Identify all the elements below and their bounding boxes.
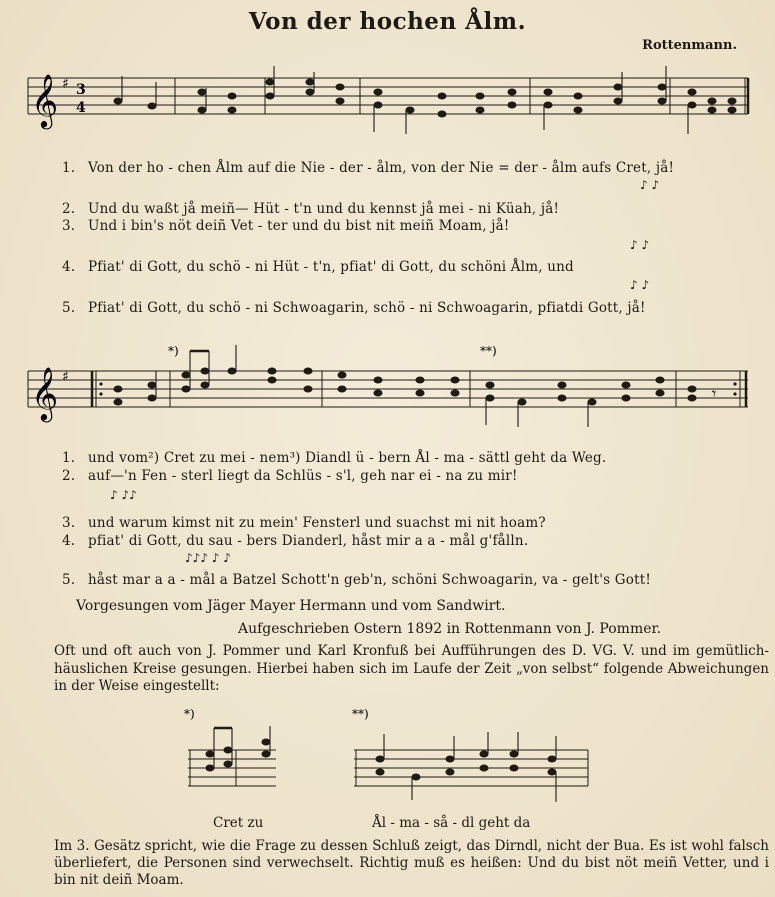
staff2-verse-2: 2. auf—'n Fen - sterl liegt da Schlüs - s'l, geh nar ei - na zu mir! bbox=[62, 468, 518, 484]
variant-staff-2 bbox=[346, 704, 596, 814]
variant-mark-1: *) bbox=[168, 344, 179, 358]
variant-2-mark: **) bbox=[352, 707, 369, 721]
staff2-verse-4: 4. pfiat' di Gott, du sau - bers Dianderl, håst mir a a - mål g'fålln. bbox=[62, 533, 529, 549]
variants-paragraph: Oft und oft auch von J. Pommer und Karl Kronfuß bei Aufführungen des D. VG. V. und im gemütlich-häuslichen Kreise gesungen. Hierbei haben sich im Laufe der Zeit „von selbst“ folgende Abweichungen in der Weise eingestellt: bbox=[54, 643, 769, 694]
variant-staff-1 bbox=[170, 704, 290, 804]
staff2-verse-3: 3. und warum kimst nit zu mein' Fensterl und suachst mi nit hoam? bbox=[62, 515, 546, 531]
variant-1-caption: Cret zu bbox=[213, 815, 264, 831]
grace-notes-5: ♪♪♪ ♪ ♪ bbox=[185, 551, 231, 565]
grace-notes-2: ♪ ♪ bbox=[630, 238, 650, 252]
variant-mark-2: **) bbox=[480, 344, 497, 358]
variant-2-caption: Ål - ma - så - dl geht da bbox=[372, 815, 531, 831]
recorded-credit: Aufgeschrieben Ostern 1892 in Rottenmann von J. Pommer. bbox=[238, 621, 662, 637]
song-title: Von der hochen Ålm. bbox=[248, 8, 527, 35]
staff2-verse-1: 1. und vom²) Cret zu mei - nem³) Diandl ü - bern Ål - ma - sättl geht da Weg. bbox=[62, 450, 607, 466]
staff1-verse-2: 2. Und du waßt jå meiñ— Hüt - t'n und du kennst jå mei - ni Küah, jå! bbox=[62, 201, 560, 217]
staff1-verse-1: 1. Von der ho - chen Ålm auf die Nie - der - ålm, von der Nie = der - ålm aufs Cret, jå! bbox=[62, 160, 675, 176]
staff2-verse-5: 5. håst mar a a - mål a Batzel Schott'n geb'n, schöni Schwoagarin, va - gelt's Gott! bbox=[62, 572, 651, 588]
staff1-notes bbox=[114, 66, 736, 134]
grace-notes-1: ♪ ♪ bbox=[640, 178, 660, 192]
staff1-verse-4: 4. Pfiat' di Gott, du schö - ni Hüt - t'n, pfiat' di Gott, du schöni Ålm, und bbox=[62, 259, 574, 275]
sung-by-credit: Vorgesungen vom Jäger Mayer Hermann und vom Sandwirt. bbox=[76, 598, 506, 614]
sharp-icon: ♯ bbox=[62, 76, 69, 92]
footnote: Im 3. Gesätz spricht, wie die Frage zu dessen Schluß zeigt, das Dirndl, nicht der Bua. Es ist wohl falsch überliefert, die Personen sind verwechselt. Richtig muß es heißen: Und du bist nöt meiñ Vetter, und i bin nit deiñ Moam. bbox=[54, 838, 769, 888]
staff2-notes bbox=[114, 345, 696, 427]
variant-1-mark: *) bbox=[184, 707, 195, 721]
treble-clef-icon-2: 𝄞 bbox=[31, 366, 59, 420]
music-staff-1 bbox=[0, 52, 775, 152]
treble-clef-icon: 𝄞 bbox=[31, 73, 59, 127]
grace-notes-3: ♪ ♪ bbox=[630, 278, 650, 292]
time-sig-bottom: 4 bbox=[76, 100, 86, 116]
rest-icon: 𝄾 bbox=[712, 384, 717, 403]
time-sig-top: 3 bbox=[76, 82, 86, 98]
staff1-verse-5: 5. Pfiat' di Gott, du schö - ni Schwoagarin, schö - ni Schwoagarin, pfiatdi Gott, jå! bbox=[62, 300, 646, 316]
sharp-icon-2: ♯ bbox=[62, 369, 69, 385]
music-staff-2 bbox=[0, 333, 775, 443]
grace-notes-4: ♪ ♪♪ bbox=[110, 488, 137, 502]
staff1-verse-3: 3. Und i bin's nöt deiñ Vet - ter und du bist nit meiñ Moam, jå! bbox=[62, 218, 510, 234]
place-label: Rottenmann. bbox=[642, 38, 737, 53]
